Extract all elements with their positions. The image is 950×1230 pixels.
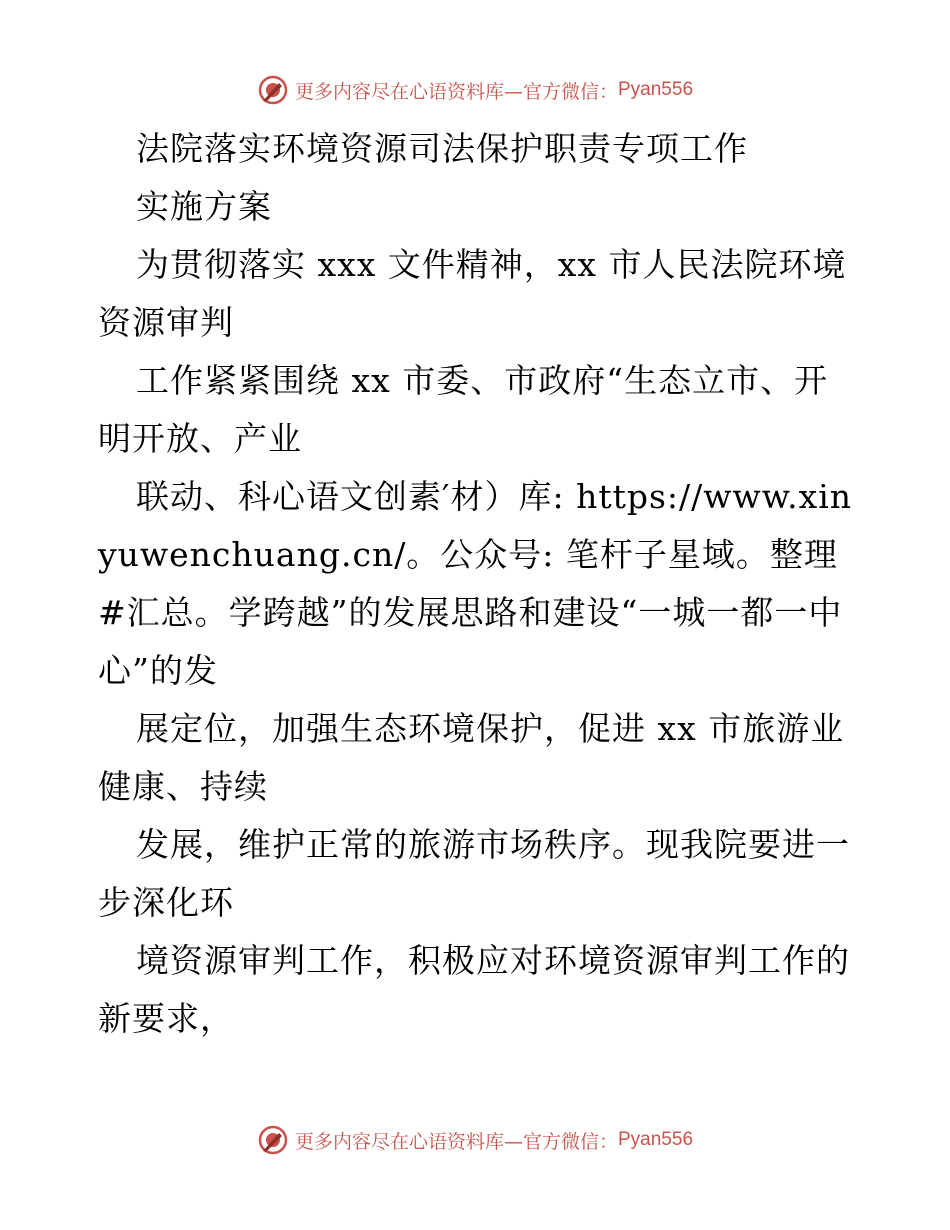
pen-logo-icon [257, 1124, 289, 1156]
paragraph: 展定位，加强生态环境保护，促进 xx 市旅游业健康、持续 [98, 709, 845, 806]
document-subtitle-line: 实施方案 [136, 187, 272, 226]
paragraph: 发展，维护正常的旅游市场秩序。现我院要进一步深化环 [98, 825, 850, 922]
pen-logo-icon [257, 74, 289, 106]
paragraph: 工作紧紧围绕 xx 市委、市政府“生态立市、开明开放、产业 [98, 361, 829, 458]
paragraph: 联动、科心语文创素′材）库: https://www.xinyuwenchuang.cn/。公众号: 笔杆子星域。整理#汇总。学跨越”的发展思路和建设“一城一都一中心”的发 [98, 477, 853, 690]
footer-watermark-banner [0, 1120, 950, 1160]
banner-site-text: 更多内容尽在心语资料库—官方微信： [294, 1130, 618, 1153]
document-title-line: 法院落实环境资源司法保护职责专项工作 [136, 129, 748, 168]
document-body [98, 120, 858, 1048]
banner-wechat-id: Pyan556 [618, 79, 694, 100]
banner-site-text: 更多内容尽在心语资料库—官方微信： [294, 80, 618, 103]
paragraph: 为贯彻落实 xxx 文件精神，xx 市人民法院环境资源审判 [98, 245, 847, 342]
header-watermark-banner [0, 70, 950, 110]
paragraph: 境资源审判工作，积极应对环境资源审判工作的新要求， [98, 941, 850, 1038]
banner-wechat-id: Pyan556 [618, 1129, 694, 1150]
